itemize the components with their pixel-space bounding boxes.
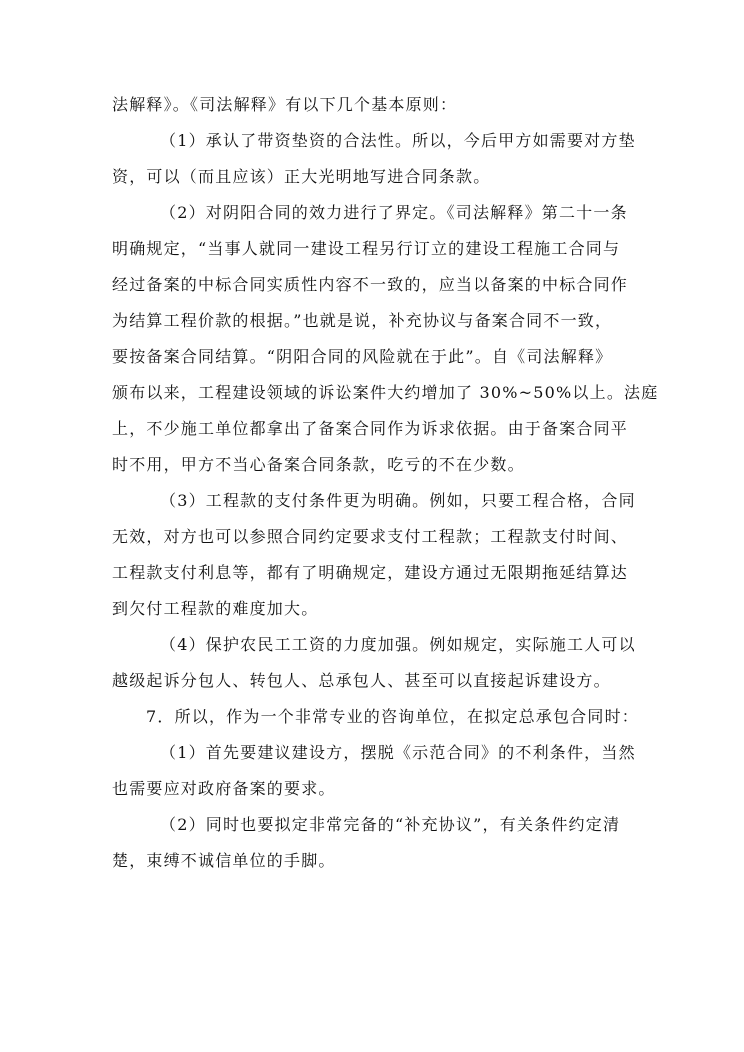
text-line: 经过备案的中标合同实质性内容不一致的，应当以备案的中标合同作 xyxy=(112,275,629,294)
text-line: 颁布以来，工程建设领域的诉讼案件大约增加了 30%~50%以上。法庭 xyxy=(112,383,659,402)
text-line: 也需要应对政府备案的要求。 xyxy=(112,779,336,798)
text-line: （1）承认了带资垫资的合法性。所以，今后甲方如需要对方垫 xyxy=(160,131,636,150)
text-line: 为结算工程价款的根据。”也就是说，补充协议与备案合同不一致， xyxy=(112,311,613,330)
text-line: 越级起诉分包人、转包人、总承包人、甚至可以直接起诉建设方。 xyxy=(112,671,611,690)
text-line: 楚，束缚不诚信单位的手脚。 xyxy=(112,851,336,870)
text-line: 工程款支付利息等，都有了明确规定，建设方通过无限期拖延结算达 xyxy=(112,563,629,582)
text-line: （1）首先要建议建设方，摆脱《示范合同》的不利条件，当然 xyxy=(160,743,636,762)
text-line: 时不用，甲方不当心备案合同条款，吃亏的不在少数。 xyxy=(112,455,525,474)
text-line: （2）同时也要拟定非常完备的“补充协议”，有关条件约定清 xyxy=(160,815,621,834)
text-line: 法解释》。《司法解释》有以下几个基本原则： xyxy=(112,95,458,114)
document-body xyxy=(112,87,659,879)
text-line: （2）对阴阳合同的效力进行了界定。《司法解释》第二十一条 xyxy=(160,203,628,222)
text-line: 要按备案合同结算。“阴阳合同的风险就在于此”。自《司法解释》 xyxy=(112,347,613,366)
text-line: 资，可以（而且应该）正大光明地写进合同条款。 xyxy=(112,167,491,186)
text-line: 7．所以，作为一个非常专业的咨询单位，在拟定总承包合同时： xyxy=(146,707,639,726)
text-line: 上，不少施工单位都拿出了备案合同作为诉求依据。由于备案合同平 xyxy=(112,419,629,438)
text-line: 明确规定，“当事人就同一建设工程另行订立的建设工程施工合同与 xyxy=(112,239,621,258)
text-line: 到欠付工程款的难度加大。 xyxy=(112,599,319,618)
text-line: （4）保护农民工工资的力度加强。例如规定，实际施工人可以 xyxy=(160,635,636,654)
text-line: （3）工程款的支付条件更为明确。例如，只要工程合格，合同 xyxy=(160,491,636,510)
text-line: 无效，对方也可以参照合同约定要求支付工程款；工程款支付时间、 xyxy=(112,527,629,546)
